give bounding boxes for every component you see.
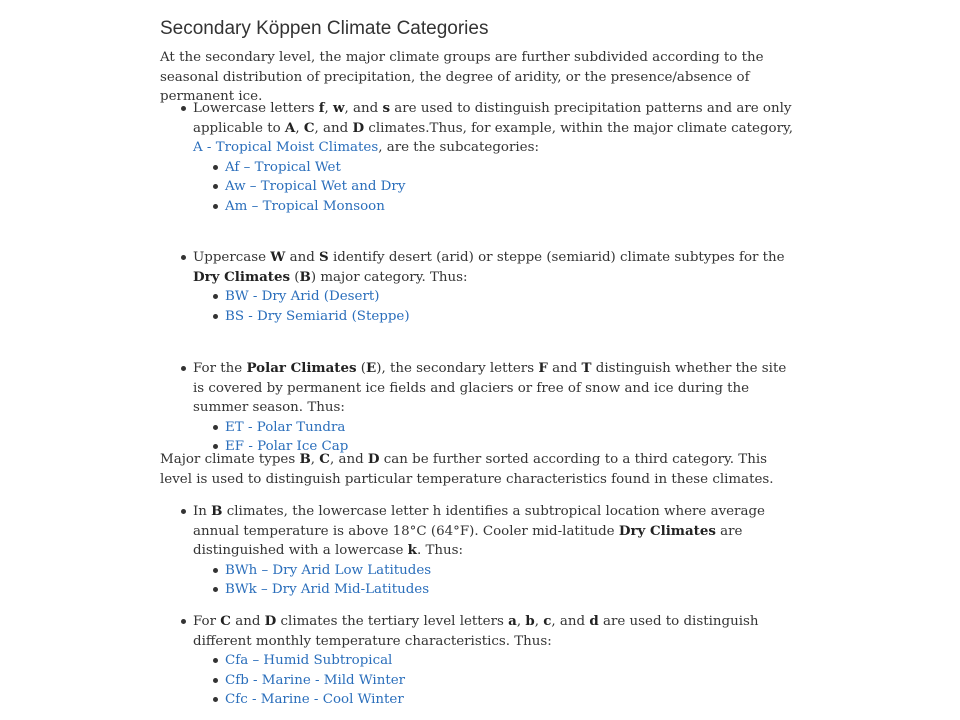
page-title: Secondary Köppen Climate Categories xyxy=(160,18,489,39)
sublist xyxy=(193,561,800,600)
list-item xyxy=(193,580,800,600)
list-item xyxy=(193,690,800,710)
ef-link[interactable]: EF - Polar Ice Cap xyxy=(225,439,349,454)
list-item xyxy=(193,307,800,327)
af-link[interactable]: Af – Tropical Wet xyxy=(225,159,341,175)
c-d-climates-list xyxy=(160,612,800,710)
list-item xyxy=(193,197,800,217)
b-climates-list xyxy=(160,502,800,600)
list-item: Lowercase letters f, w, and s are used to distinguish precipitation patterns and are only applicable to A, C, and D climates.Thus, for example, within the major climate category, A - Tropical Moist Climates, are the subcategories: Af – Tropical Wet Aw – Tropical Wet and Dry Am – Tropical Monsoon xyxy=(160,99,800,216)
cfc-link[interactable]: Cfc - Marine - Cool Winter xyxy=(225,692,404,707)
list-item: Uppercase W and S identify desert (arid) or steppe (semiarid) climate subtypes for the Dry Climates (B) major category. Thus: BW - Dry Arid (Desert) BS - Dry Semiarid (Steppe) xyxy=(160,248,800,326)
tertiary-paragraph: Major climate types B, C, and D can be further sorted according to a third category. This level is used to distinguish particular temperature characteristics found in these climates. xyxy=(160,451,774,487)
list-item xyxy=(193,177,800,197)
list-item xyxy=(193,671,800,691)
am-link[interactable]: Am – Tropical Monsoon xyxy=(225,198,385,214)
list-item xyxy=(193,418,800,438)
dry-climates-list xyxy=(160,248,800,326)
list-item xyxy=(193,651,800,671)
cfa-link[interactable]: Cfa – Humid Subtropical xyxy=(225,653,393,668)
list-item: For the Polar Climates (E), the secondary letters F and T distinguish whether the site is covered by permanent ice fields and glaciers or free of snow and ice during the summer season. Thus: ET - Polar Tundra EF - Polar Ice Cap xyxy=(160,359,800,457)
bw-link[interactable]: BW - Dry Arid (Desert) xyxy=(225,289,380,304)
bwk-link[interactable]: BWk – Dry Arid Mid-Latitudes xyxy=(225,582,430,597)
precipitation-list xyxy=(160,99,800,216)
tropical-moist-climates-link[interactable]: A - Tropical Moist Climates xyxy=(193,140,379,155)
bwh-link[interactable]: BWh – Dry Arid Low Latitudes xyxy=(225,562,432,578)
sublist xyxy=(193,158,800,217)
polar-climates-list xyxy=(160,359,800,457)
list-item xyxy=(193,287,800,307)
bs-link[interactable]: BS - Dry Semiarid (Steppe) xyxy=(225,308,410,324)
sublist xyxy=(193,651,800,710)
list-item xyxy=(193,158,800,178)
list-item xyxy=(193,561,800,581)
list-item: In B climates, the lowercase letter h identifies a subtropical location where average annual temperature is above 18°C (64°F). Cooler mid-latitude Dry Climates are distinguished with a lowercase k. Thus: BWh – Dry Arid Low Latitudes BWk – Dry Arid Mid-Latitudes xyxy=(160,502,800,600)
aw-link[interactable]: Aw – Tropical Wet and Dry xyxy=(225,179,406,194)
list-item: For C and D climates the tertiary level letters a, b, c, and d are used to distinguish different monthly temperature characteristics. Thus: Cfa – Humid Subtropical Cfb - Marine - Mild Winter Cfc - Marine - Cool Winter xyxy=(160,612,800,710)
sublist xyxy=(193,287,800,326)
cfb-link[interactable]: Cfb - Marine - Mild Winter xyxy=(225,672,406,688)
intro-paragraph: At the secondary level, the major climate groups are further subdivided according to the seasonal distribution of precipitation, the degree of aridity, or the presence/absence of permanent ice. xyxy=(160,50,764,104)
et-link[interactable]: ET - Polar Tundra xyxy=(225,419,346,435)
